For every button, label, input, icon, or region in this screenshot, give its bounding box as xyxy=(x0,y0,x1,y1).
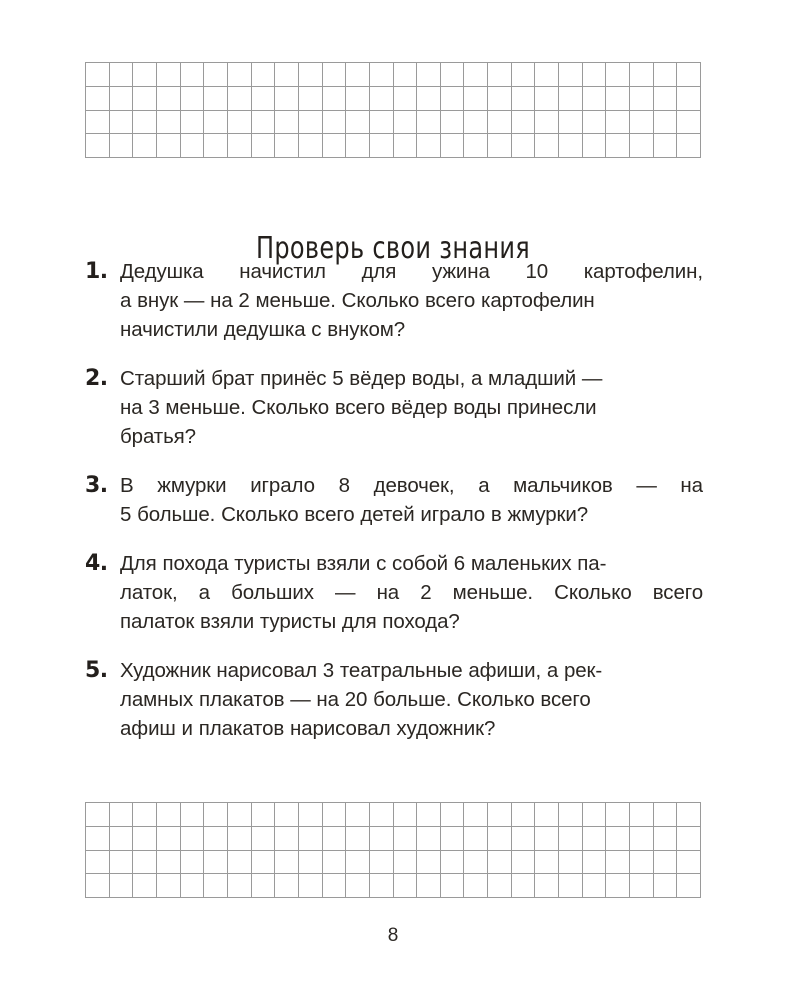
question-item xyxy=(85,471,703,529)
page-number: 8 xyxy=(387,925,399,946)
grid-cell xyxy=(606,87,630,111)
grid-cell xyxy=(559,851,583,875)
grid-cell xyxy=(228,63,252,87)
grid-cell xyxy=(110,63,134,87)
question-line: афиш и плакатов нарисовал художник? xyxy=(120,717,496,740)
grid-cell xyxy=(488,63,512,87)
grid-cell xyxy=(394,63,418,87)
question-text xyxy=(120,471,703,529)
grid-cell xyxy=(228,87,252,111)
grid-cell xyxy=(110,803,134,827)
grid-cell xyxy=(346,851,370,875)
grid-cell xyxy=(346,87,370,111)
grid-cell xyxy=(110,87,134,111)
grid-cell xyxy=(630,827,654,851)
grid-cell xyxy=(157,803,181,827)
page-title: Проверь свои знания xyxy=(255,230,531,266)
grid-cell xyxy=(441,134,465,158)
question-word: а xyxy=(478,474,490,497)
grid-cell xyxy=(417,87,441,111)
grid-cell xyxy=(204,874,228,898)
grid-cell xyxy=(488,87,512,111)
grid-cell xyxy=(346,874,370,898)
grid-cell xyxy=(181,63,205,87)
grid-cell xyxy=(441,851,465,875)
grid-cell xyxy=(133,874,157,898)
grid-cell xyxy=(204,827,228,851)
grid-cell xyxy=(630,134,654,158)
grid-cell xyxy=(559,63,583,87)
grid-cell xyxy=(133,111,157,135)
question-word: девочек, xyxy=(373,474,455,497)
question-text xyxy=(120,364,703,451)
grid-cell xyxy=(228,111,252,135)
question-word: на xyxy=(680,474,703,497)
question-word: 2 xyxy=(420,581,432,604)
question-line xyxy=(120,257,703,286)
grid-cell xyxy=(252,134,276,158)
question-item xyxy=(85,656,703,743)
grid-cell xyxy=(275,87,299,111)
bottom-answer-grid xyxy=(85,802,701,898)
grid-cell xyxy=(86,87,110,111)
grid-cell xyxy=(346,134,370,158)
grid-cell xyxy=(133,134,157,158)
grid-cell xyxy=(228,134,252,158)
grid-cell xyxy=(654,803,678,827)
grid-cell xyxy=(275,874,299,898)
question-word: для xyxy=(361,260,397,283)
grid-cell xyxy=(677,134,701,158)
grid-cell xyxy=(86,111,110,135)
grid-cell xyxy=(323,134,347,158)
question-word: мальчиков xyxy=(513,474,613,497)
grid-cell xyxy=(441,827,465,851)
grid-cell xyxy=(346,63,370,87)
grid-cell xyxy=(346,803,370,827)
grid-cell xyxy=(417,63,441,87)
grid-cell xyxy=(606,111,630,135)
question-line xyxy=(120,578,703,607)
grid-cell xyxy=(583,803,607,827)
grid-cell xyxy=(677,803,701,827)
grid-cell xyxy=(275,111,299,135)
grid-cell xyxy=(181,87,205,111)
grid-cell xyxy=(654,87,678,111)
grid-cell xyxy=(204,87,228,111)
question-item xyxy=(85,549,703,636)
grid-cell xyxy=(630,111,654,135)
grid-cell xyxy=(606,803,630,827)
question-line: начистили дедушка с внуком? xyxy=(120,318,406,341)
grid-cell xyxy=(370,827,394,851)
grid-cell xyxy=(512,874,536,898)
grid-cell xyxy=(441,87,465,111)
grid-cell xyxy=(677,827,701,851)
grid-cell xyxy=(417,134,441,158)
grid-cell xyxy=(181,827,205,851)
grid-cell xyxy=(630,63,654,87)
grid-cell xyxy=(133,851,157,875)
grid-cell xyxy=(394,851,418,875)
grid-cell xyxy=(583,874,607,898)
grid-cell xyxy=(677,874,701,898)
grid-cell xyxy=(677,87,701,111)
grid-cell xyxy=(86,803,110,827)
grid-cell xyxy=(299,87,323,111)
question-word: играло xyxy=(250,474,315,497)
grid-cell xyxy=(299,134,323,158)
question-text xyxy=(120,257,703,344)
grid-cell xyxy=(630,851,654,875)
grid-cell xyxy=(559,134,583,158)
grid-cell xyxy=(370,63,394,87)
grid-cell xyxy=(252,874,276,898)
grid-cell xyxy=(535,111,559,135)
grid-cell xyxy=(583,87,607,111)
question-line: а внук — на 2 меньше. Сколько всего картофелин xyxy=(120,289,595,312)
grid-cell xyxy=(559,111,583,135)
grid-cell xyxy=(157,111,181,135)
grid-cell xyxy=(559,827,583,851)
grid-cell xyxy=(204,111,228,135)
grid-cell xyxy=(488,134,512,158)
question-text xyxy=(120,656,703,743)
question-line: 5 больше. Сколько всего детей играло в жмурки? xyxy=(120,503,589,526)
question-number: 3. xyxy=(85,473,108,498)
grid-cell xyxy=(133,803,157,827)
grid-cell xyxy=(157,63,181,87)
grid-cell xyxy=(86,63,110,87)
grid-cell xyxy=(630,803,654,827)
grid-cell xyxy=(512,111,536,135)
grid-cell xyxy=(606,134,630,158)
grid-cell xyxy=(512,134,536,158)
grid-cell xyxy=(370,87,394,111)
grid-cell xyxy=(370,851,394,875)
grid-cell xyxy=(346,111,370,135)
grid-cell xyxy=(323,87,347,111)
grid-cell xyxy=(204,803,228,827)
grid-cell xyxy=(157,134,181,158)
grid-cell xyxy=(110,111,134,135)
grid-cell xyxy=(86,827,110,851)
grid-cell xyxy=(464,803,488,827)
grid-cell xyxy=(228,827,252,851)
question-word: Сколько xyxy=(554,581,632,604)
question-word: 8 xyxy=(338,474,350,497)
grid-cell xyxy=(181,111,205,135)
grid-cell xyxy=(512,851,536,875)
question-word: — xyxy=(335,581,356,604)
question-word: латок, xyxy=(120,581,178,604)
grid-cell xyxy=(583,851,607,875)
question-word: Дедушка xyxy=(120,260,204,283)
question-line: ламных плакатов — на 20 больше. Сколько всего xyxy=(120,688,591,711)
grid-cell xyxy=(275,851,299,875)
grid-cell xyxy=(606,63,630,87)
grid-cell xyxy=(488,874,512,898)
grid-cell xyxy=(181,134,205,158)
grid-cell xyxy=(110,874,134,898)
question-word: картофелин, xyxy=(583,260,703,283)
grid-cell xyxy=(464,874,488,898)
question-line: палаток взяли туристы для похода? xyxy=(120,610,460,633)
grid-cell xyxy=(606,851,630,875)
grid-cell xyxy=(275,803,299,827)
grid-cell xyxy=(346,827,370,851)
grid-cell xyxy=(275,134,299,158)
grid-cell xyxy=(630,87,654,111)
grid-cell xyxy=(535,827,559,851)
grid-cell xyxy=(181,874,205,898)
grid-cell xyxy=(677,111,701,135)
grid-cell xyxy=(417,827,441,851)
grid-cell xyxy=(394,874,418,898)
grid-cell xyxy=(512,87,536,111)
grid-cell xyxy=(275,63,299,87)
grid-cell xyxy=(417,851,441,875)
grid-cell xyxy=(535,87,559,111)
grid-cell xyxy=(654,111,678,135)
grid-cell xyxy=(323,111,347,135)
grid-cell xyxy=(323,63,347,87)
grid-cell xyxy=(535,63,559,87)
grid-cell xyxy=(86,874,110,898)
top-answer-grid xyxy=(85,62,701,158)
grid-cell xyxy=(417,111,441,135)
grid-cell xyxy=(299,803,323,827)
question-number: 1. xyxy=(85,259,108,284)
grid-cell xyxy=(464,134,488,158)
grid-cell xyxy=(488,827,512,851)
grid-cell xyxy=(559,803,583,827)
grid-cell xyxy=(512,63,536,87)
grid-cell xyxy=(583,63,607,87)
grid-cell xyxy=(323,851,347,875)
grid-cell xyxy=(323,874,347,898)
grid-cell xyxy=(252,111,276,135)
grid-cell xyxy=(394,803,418,827)
grid-cell xyxy=(133,87,157,111)
question-word: а xyxy=(198,581,210,604)
grid-cell xyxy=(394,111,418,135)
grid-cell xyxy=(370,803,394,827)
question-word: начистил xyxy=(239,260,326,283)
grid-cell xyxy=(654,851,678,875)
grid-cell xyxy=(157,87,181,111)
grid-cell xyxy=(252,827,276,851)
grid-cell xyxy=(133,827,157,851)
grid-cell xyxy=(488,851,512,875)
grid-cell xyxy=(228,851,252,875)
grid-cell xyxy=(464,111,488,135)
grid-cell xyxy=(299,874,323,898)
grid-cell xyxy=(228,803,252,827)
grid-cell xyxy=(559,87,583,111)
question-text xyxy=(120,549,703,636)
grid-cell xyxy=(464,827,488,851)
question-word: — xyxy=(636,474,657,497)
grid-cell xyxy=(370,134,394,158)
question-line: Старший брат принёс 5 вёдер воды, а младший — xyxy=(120,367,603,390)
grid-cell xyxy=(133,63,157,87)
question-word: больших xyxy=(231,581,314,604)
grid-cell xyxy=(441,111,465,135)
question-word: жмурки xyxy=(157,474,227,497)
grid-cell xyxy=(535,851,559,875)
grid-cell xyxy=(157,874,181,898)
question-line: на 3 меньше. Сколько всего вёдер воды принесли xyxy=(120,396,597,419)
grid-cell xyxy=(488,803,512,827)
grid-cell xyxy=(110,851,134,875)
question-list xyxy=(85,257,703,743)
grid-cell xyxy=(323,803,347,827)
grid-cell xyxy=(512,827,536,851)
grid-cell xyxy=(394,827,418,851)
grid-cell xyxy=(181,851,205,875)
question-line: братья? xyxy=(120,425,196,448)
grid-cell xyxy=(441,63,465,87)
grid-cell xyxy=(535,134,559,158)
grid-cell xyxy=(559,874,583,898)
grid-cell xyxy=(464,87,488,111)
grid-cell xyxy=(583,134,607,158)
grid-cell xyxy=(488,111,512,135)
question-line xyxy=(120,471,703,500)
grid-cell xyxy=(630,874,654,898)
question-word: на xyxy=(376,581,400,604)
grid-cell xyxy=(606,827,630,851)
grid-cell xyxy=(441,803,465,827)
grid-cell xyxy=(299,111,323,135)
grid-cell xyxy=(275,827,299,851)
grid-cell xyxy=(181,803,205,827)
grid-cell xyxy=(252,803,276,827)
grid-cell xyxy=(394,134,418,158)
grid-cell xyxy=(417,874,441,898)
grid-cell xyxy=(417,803,441,827)
grid-cell xyxy=(110,134,134,158)
grid-cell xyxy=(654,827,678,851)
question-number: 2. xyxy=(85,366,108,391)
question-item xyxy=(85,257,703,344)
grid-cell xyxy=(677,63,701,87)
grid-cell xyxy=(535,874,559,898)
question-number: 4. xyxy=(85,551,108,576)
question-item xyxy=(85,364,703,451)
grid-cell xyxy=(370,111,394,135)
grid-cell xyxy=(157,851,181,875)
grid-cell xyxy=(110,827,134,851)
question-line: Для похода туристы взяли с собой 6 маленьких па- xyxy=(120,552,607,575)
grid-cell xyxy=(204,134,228,158)
grid-cell xyxy=(512,803,536,827)
grid-cell xyxy=(252,851,276,875)
grid-cell xyxy=(654,874,678,898)
grid-cell xyxy=(677,851,701,875)
grid-cell xyxy=(583,111,607,135)
grid-cell xyxy=(606,874,630,898)
grid-cell xyxy=(204,63,228,87)
grid-cell xyxy=(204,851,228,875)
question-word: всего xyxy=(652,581,703,604)
grid-cell xyxy=(583,827,607,851)
grid-cell xyxy=(252,63,276,87)
grid-cell xyxy=(86,851,110,875)
grid-cell xyxy=(86,134,110,158)
grid-cell xyxy=(228,874,252,898)
grid-cell xyxy=(394,87,418,111)
grid-cell xyxy=(370,874,394,898)
grid-cell xyxy=(464,851,488,875)
grid-cell xyxy=(654,63,678,87)
grid-cell xyxy=(299,63,323,87)
grid-cell xyxy=(299,851,323,875)
grid-cell xyxy=(654,134,678,158)
grid-cell xyxy=(464,63,488,87)
question-word: В xyxy=(120,474,134,497)
grid-cell xyxy=(157,827,181,851)
question-number: 5. xyxy=(85,658,108,683)
question-word: ужина xyxy=(431,260,490,283)
question-line: Художник нарисовал 3 театральные афиши, а рек- xyxy=(120,659,603,682)
grid-cell xyxy=(535,803,559,827)
grid-cell xyxy=(252,87,276,111)
grid-cell xyxy=(441,874,465,898)
question-word: меньше. xyxy=(452,581,533,604)
question-word: 10 xyxy=(525,260,549,283)
grid-cell xyxy=(323,827,347,851)
grid-cell xyxy=(299,827,323,851)
